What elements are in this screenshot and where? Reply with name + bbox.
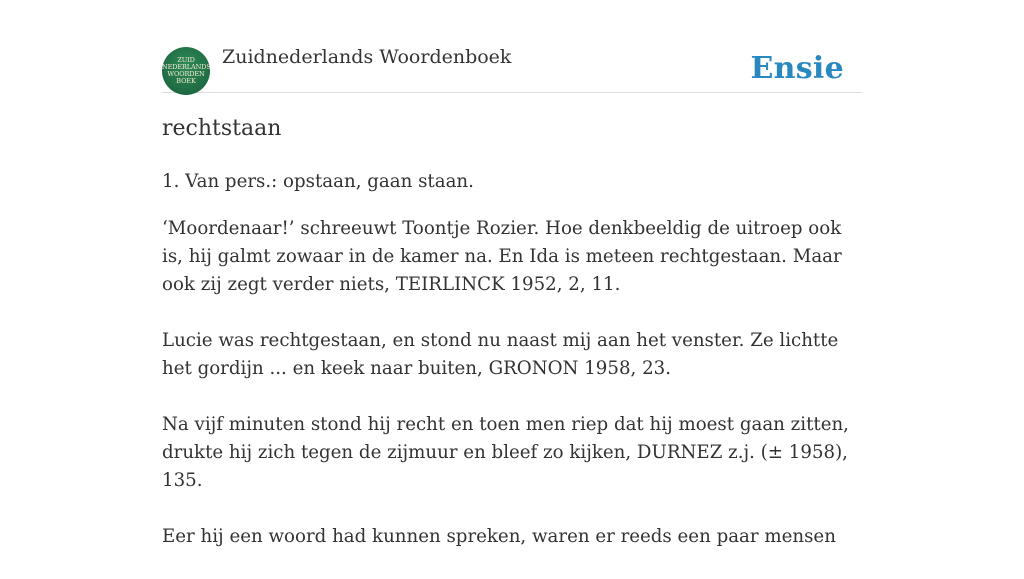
site-logo[interactable] — [162, 47, 210, 95]
page-title: rechtstaan — [162, 116, 282, 141]
quote-paragraph: ‘Moordenaar!’ schreeuwt Toontje Rozier. Hoe denkbeeldig de uitroep ook is, hij galmt zowaar in de kamer na. En Ida is meteen rechtgestaan. Maar ook zij zegt verder niets, TEIRLINCK 1952, 2, 11. — [162, 218, 842, 295]
entry-body — [162, 168, 862, 579]
quote-paragraph: Eer hij een woord had kunnen spreken, waren er reeds een paar mensen — [162, 526, 836, 547]
definition-text: 1. Van pers.: opstaan, gaan staan. — [162, 171, 474, 192]
site-name[interactable]: Zuidnederlands Woordenboek — [222, 46, 512, 68]
brand-logo-link[interactable]: Ensie — [750, 51, 844, 86]
quote-paragraph: Na vijf minuten stond hij recht en toen men riep dat hij moest gaan zitten, drukte hij zich tegen de zijmuur en bleef zo kijken, DURNEZ z.j. (± 1958), 135. — [162, 414, 849, 491]
site-header — [162, 46, 862, 93]
logo-line: WOORDEN — [167, 70, 205, 78]
logo-line: NEDERLANDS — [162, 63, 211, 71]
quote-paragraph: Lucie was rechtgestaan, en stond nu naast mij aan het venster. Ze lichtte het gordijn ... en keek naar buiten, GRONON 1958, 23. — [162, 330, 839, 379]
logo-line: ZUID — [177, 56, 195, 64]
logo-line: BOEK — [176, 77, 196, 85]
